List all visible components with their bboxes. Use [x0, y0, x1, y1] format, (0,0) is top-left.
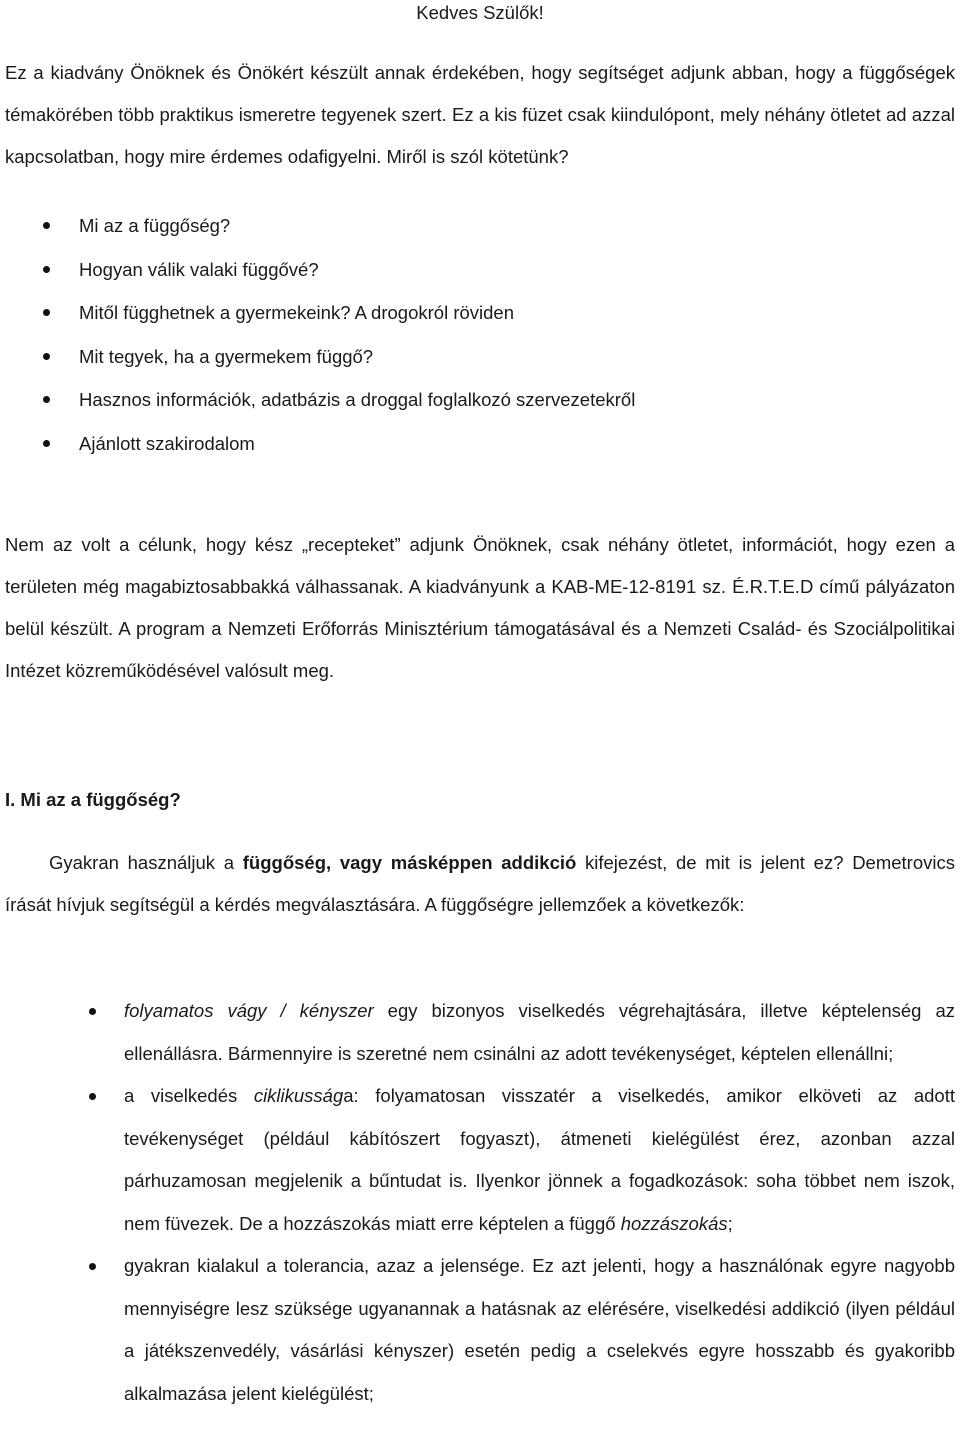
bullet-icon	[43, 440, 50, 447]
bullet-icon	[43, 353, 50, 360]
contents-item: Hogyan válik valaki függővé?	[0, 248, 960, 292]
contents-item: Mit tegyek, ha a gyermekem függő?	[0, 335, 960, 379]
characteristics-list	[0, 990, 960, 1415]
characteristic-item: a viselkedés ciklikussága: folyamatosan visszatér a viselkedés, amikor elköveti az adott tevékenységet (például kábítószert fogyaszt), átmeneti kielégülést érez, azonban azzal párhuzamosan megjelenik a bűntudat is. Ilyenkor jönnek a fogadkozások: soha többet nem iszok, nem füvezek. De a hozzászokás miatt erre képtelen a függő hozzászokás;	[0, 1075, 960, 1245]
key-term: függőség, vagy másképpen addikció	[242, 852, 577, 873]
bullet-icon	[89, 1263, 96, 1270]
contents-item: Mi az a függőség?	[0, 204, 960, 248]
bullet-icon	[89, 1008, 96, 1015]
characteristic-item: gyakran kialakul a tolerancia, azaz a jelensége. Ez azt jelenti, hogy a használónak egyre nagyobb mennyiségre lesz szüksége ugyanannak a hatásnak az elérésére, viselkedési addikció (ilyen például a játékszenvedély, vásárlási kényszer) esetén pedig a cselekvés egyre hosszabb és gyakoribb alkalmazása jelent kielégülést;	[0, 1245, 960, 1415]
contents-item: Ajánlott szakirodalom	[0, 422, 960, 466]
bullet-icon	[43, 222, 50, 229]
lead-paragraph: Gyakran használjuk a függőség, vagy másképpen addikció kifejezést, de mit is jelent ez? Demetrovics írását hívjuk segítségül a kérdés megválasztására. A függőségre jellemzőek a következők:	[5, 852, 955, 915]
bullet-icon	[43, 396, 50, 403]
greeting: Kedves Szülők!	[416, 2, 544, 23]
contents-item: Hasznos információk, adatbázis a droggal foglalkozó szervezetekről	[0, 378, 960, 422]
characteristic-item: folyamatos vágy / kényszer egy bizonyos viselkedés végrehajtására, illetve képtelenség az ellenállásra. Bármennyire is szeretné nem csinálni az adott tevékenységet, képtelen ellenállni;	[0, 990, 960, 1075]
bullet-icon	[89, 1093, 96, 1100]
contents-item: Mitől függhetnek a gyermekeink? A drogokról röviden	[0, 291, 960, 335]
section-heading: I. Mi az a függőség?	[5, 789, 181, 810]
intro-paragraph: Ez a kiadvány Önöknek és Önökért készült annak érdekében, hogy segítséget adjunk abban, hogy a függőségek témakörében több praktikus ismeretre tegyenek szert. Ez a kis füzet csak kiindulópont, mely néhány ötletet ad azzal kapcsolatban, hogy mire érdemes odafigyelni. Miről is szól kötetünk?	[5, 62, 955, 167]
bullet-icon	[43, 309, 50, 316]
purpose-paragraph: Nem az volt a célunk, hogy kész „recepteket” adjunk Önöknek, csak néhány ötletet, információt, hogy ezen a területen még magabiztosabbakká válhassanak. A kiadványunk a KAB-ME-12-8191 sz. É.R.T.E.D című pályázaton belül készült. A program a Nemzeti Erőforrás Minisztérium támogatásával és a Nemzeti Család- és Szociálpolitikai Intézet közreműködésével valósult meg.	[5, 534, 955, 681]
bullet-icon	[43, 266, 50, 273]
contents-list	[0, 204, 960, 466]
